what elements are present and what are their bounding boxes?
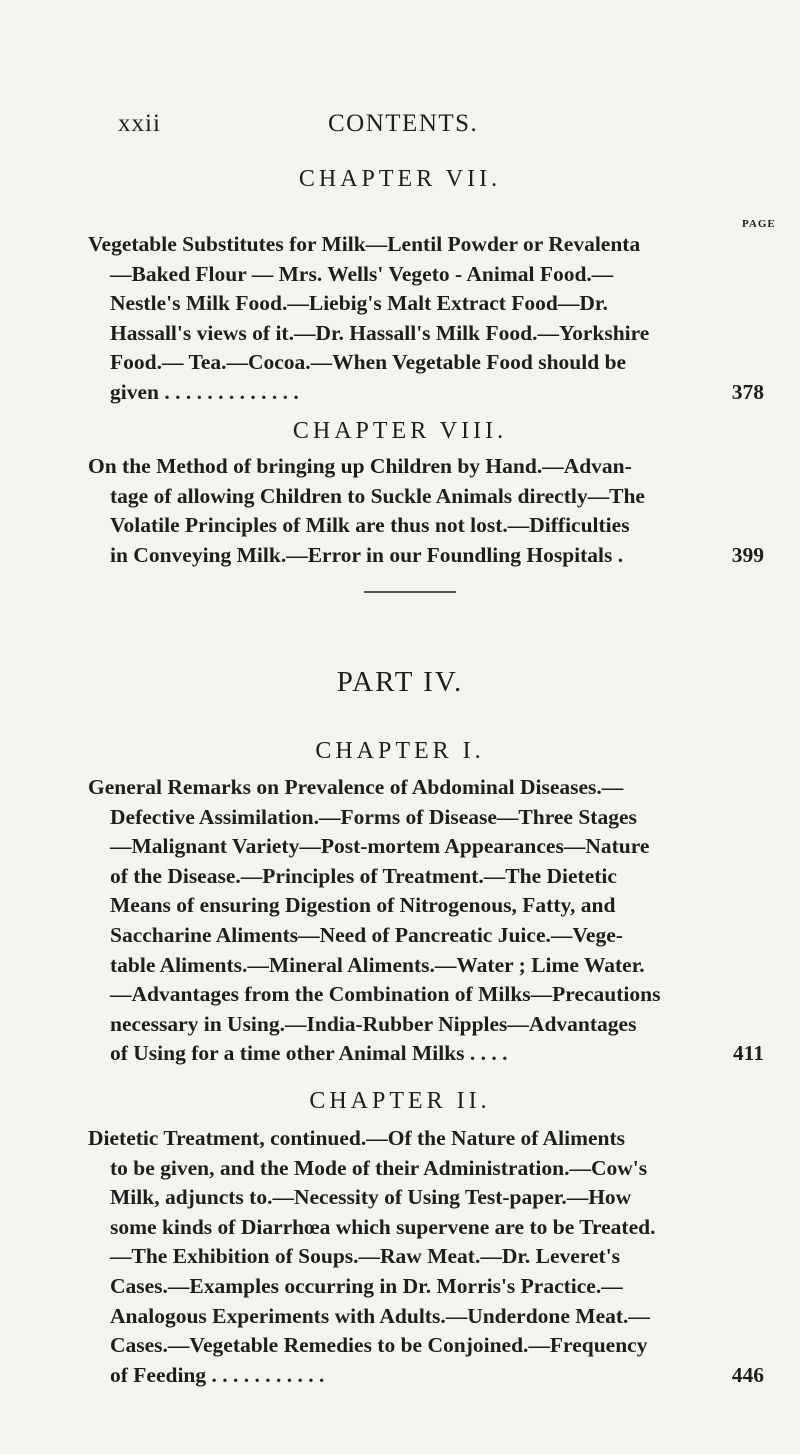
entry-line: —Baked Flour — Mrs. Wells' Vegeto - Animal Food.—	[110, 261, 614, 286]
page-number: 399	[731, 542, 764, 567]
entry-last-line	[88, 1039, 764, 1069]
entry-line: Saccharine Aliments—Need of Pancreatic Juice.—Vege-	[110, 922, 623, 947]
chapter-vii-heading: CHAPTER VII.	[298, 166, 502, 192]
page-column-label: PAGE	[742, 218, 776, 230]
entry-line: Hassall's views of it.—Dr. Hassall's Milk Food.—Yorkshire	[110, 320, 650, 345]
entry-line: in Conveying Milk.—Error in our Foundling Hospitals .	[110, 542, 624, 567]
chapter-viii-heading: CHAPTER VIII.	[292, 418, 508, 444]
entry-line: tage of allowing Children to Suckle Animals directly—The	[110, 483, 645, 508]
section-divider	[364, 591, 456, 593]
chapter-viii-entry	[88, 452, 764, 570]
entry-last-line	[88, 378, 764, 408]
page-folio: xxii	[118, 110, 161, 137]
entry-line: —Advantages from the Combination of Milks—Precautions	[110, 982, 661, 1007]
page-number: 411	[732, 1041, 764, 1066]
entry-line: Means of ensuring Digestion of Nitrogenous, Fatty, and	[110, 893, 616, 918]
entry-line: —Malignant Variety—Post-mortem Appearances—Nature	[110, 834, 650, 859]
chapter-vii-entry	[88, 230, 764, 408]
entry-line: to be given, and the Mode of their Administration.—Cow's	[110, 1155, 648, 1180]
page-number: 446	[731, 1362, 764, 1387]
entry-line: of Feeding . . . . . . . . . . .	[110, 1362, 325, 1387]
entry-line: Dietetic Treatment, continued.—Of the Nature of Aliments	[88, 1126, 626, 1150]
entry-line: necessary in Using.—India-Rubber Nipples—Advantages	[110, 1011, 637, 1036]
chapter-ii-heading: CHAPTER II.	[309, 1088, 491, 1114]
entry-line: Vegetable Substitutes for Milk—Lentil Powder or Revalenta	[88, 232, 641, 256]
entry-line: On the Method of bringing up Children by Hand.—Advan-	[88, 454, 632, 478]
entry-line: some kinds of Diarrhœa which supervene are to be Treated.	[110, 1214, 656, 1239]
entry-line: Milk, adjuncts to.—Necessity of Using Test-paper.—How	[110, 1185, 632, 1210]
entry-line: Defective Assimilation.—Forms of Disease—Three Stages	[110, 804, 637, 829]
entry-line: —The Exhibition of Soups.—Raw Meat.—Dr. Leveret's	[110, 1244, 621, 1269]
entry-line: table Aliments.—Mineral Aliments.—Water ; Lime Water.	[110, 952, 645, 977]
entry-line: of Using for a time other Animal Milks . . . .	[110, 1041, 508, 1066]
entry-line: Cases.—Vegetable Remedies to be Conjoined.—Frequency	[110, 1333, 648, 1358]
chapter-i-heading: CHAPTER I.	[315, 738, 485, 764]
entry-last-line	[88, 1361, 764, 1391]
entry-line: Food.— Tea.—Cocoa.—When Vegetable Food should be	[110, 350, 627, 375]
entry-line: Volatile Principles of Milk are thus not lost.—Difficulties	[110, 513, 630, 538]
part-heading: PART IV.	[336, 666, 464, 698]
entry-line: General Remarks on Prevalence of Abdominal Diseases.—	[88, 775, 624, 799]
entry-line: of the Disease.—Principles of Treatment.—The Dietetic	[110, 863, 617, 888]
running-title: CONTENTS.	[328, 110, 479, 137]
entry-line: Nestle's Milk Food.—Liebig's Malt Extract Food—Dr.	[110, 291, 608, 316]
entry-line: given . . . . . . . . . . . . .	[110, 379, 299, 404]
page-number: 378	[731, 379, 764, 404]
entry-line: Analogous Experiments with Adults.—Underdone Meat.—	[110, 1303, 650, 1328]
entry-last-line	[88, 541, 764, 571]
chapter-ii-entry	[88, 1124, 764, 1390]
chapter-i-entry	[88, 773, 764, 1069]
entry-line: Cases.—Examples occurring in Dr. Morris's Practice.—	[110, 1273, 623, 1298]
